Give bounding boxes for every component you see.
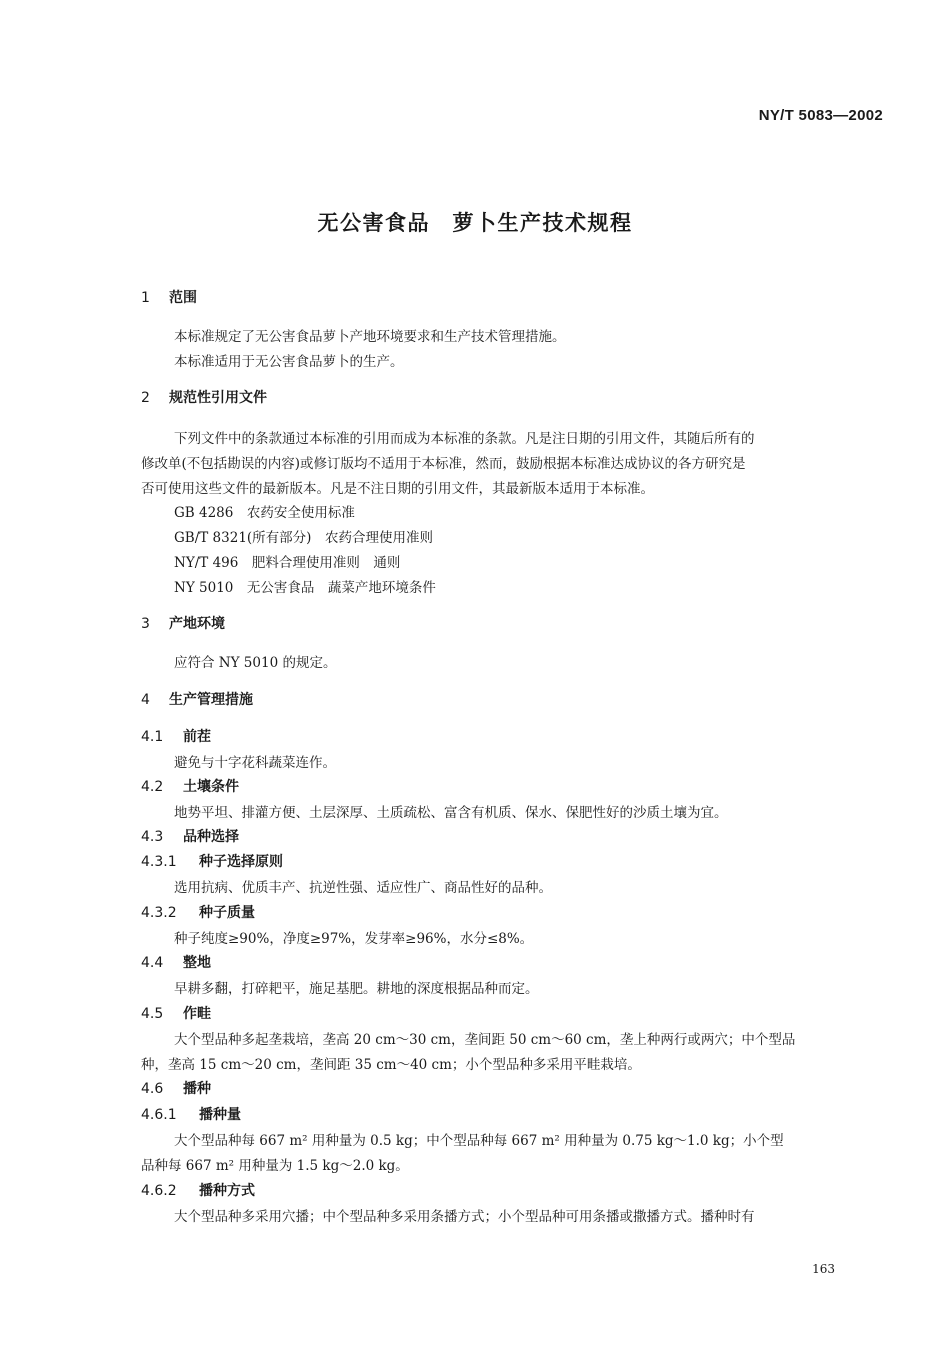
paragraph: 大个型品种多采用穴播；中个型品种多采用条播方式；小个型品种可用条播或撒播方式。播种时有 [174, 1209, 755, 1225]
reference-item: GB/T 8321(所有部分) 农药合理使用准则 [174, 530, 433, 546]
paragraph: 品种每 667 m² 用种量为 1.5 kg～2.0 kg。 [141, 1158, 409, 1174]
subsection-number: 4.6 [141, 1081, 164, 1097]
document-title: 无公害食品 萝卜生产技术规程 [317, 211, 633, 235]
subsection-title: 种子选择原则 [199, 854, 283, 870]
section-title: 生产管理措施 [169, 692, 253, 708]
subsection-number: 4.1 [141, 729, 164, 745]
section-title: 规范性引用文件 [169, 390, 267, 406]
section-number: 3 [141, 616, 150, 632]
paragraph: 修改单(不包括勘误的内容)或修订版均不适用于本标准，然而，鼓励根据本标准达成协议的各方研究是 [141, 456, 746, 472]
subsection-title: 品种选择 [183, 829, 239, 845]
subsection-number: 4.2 [141, 779, 164, 795]
subsection-heading [141, 1104, 241, 1124]
subsection-heading [141, 902, 255, 922]
section-number: 2 [141, 390, 150, 406]
subsection-number: 4.6.2 [141, 1183, 177, 1199]
subsection-heading [141, 1078, 211, 1098]
paragraph: 种，垄高 15 cm～20 cm，垄间距 35 cm～40 cm；小个型品种多采用平畦栽培。 [141, 1057, 641, 1073]
paragraph: 地势平坦、排灌方便、土层深厚、土质疏松、富含有机质、保水、保肥性好的沙质土壤为宜。 [174, 805, 728, 821]
subsection-title: 作畦 [183, 1006, 211, 1022]
subsection-number: 4.3.2 [141, 905, 177, 921]
subsection-heading [141, 1003, 211, 1023]
paragraph: 否可使用这些文件的最新版本。凡是不注日期的引用文件，其最新版本适用于本标准。 [141, 481, 654, 497]
subsection-title: 土壤条件 [183, 779, 239, 795]
section-1-heading [141, 287, 197, 307]
paragraph: 选用抗病、优质丰产、抗逆性强、适应性广、商品性好的品种。 [174, 880, 552, 896]
paragraph: 大个型品种多起垄栽培，垄高 20 cm～30 cm，垄间距 50 cm～60 cm，垄上种两行或两穴；中个型品 [174, 1032, 796, 1048]
paragraph: 种子纯度≥90%，净度≥97%，发芽率≥96%，水分≤8%。 [174, 931, 534, 947]
subsection-title: 种子质量 [199, 905, 255, 921]
page-number: 163 [812, 1262, 835, 1276]
section-number: 4 [141, 692, 150, 708]
subsection-heading [141, 851, 283, 871]
paragraph: 大个型品种每 667 m² 用种量为 0.5 kg；中个型品种每 667 m² 用种量为 0.75 kg～1.0 kg；小个型 [174, 1133, 784, 1149]
paragraph: 本标准规定了无公害食品萝卜产地环境要求和生产技术管理措施。 [174, 329, 566, 345]
paragraph: 早耕多翻，打碎耙平，施足基肥。耕地的深度根据品种而定。 [174, 981, 539, 997]
subsection-heading [141, 826, 239, 846]
subsection-heading [141, 776, 239, 796]
reference-item: NY/T 496 肥料合理使用准则 通则 [174, 555, 401, 571]
subsection-number: 4.3.1 [141, 854, 177, 870]
section-4-heading [141, 689, 253, 709]
subsection-title: 整地 [183, 955, 211, 971]
subsection-title: 前茬 [183, 729, 211, 745]
subsection-title: 播种 [183, 1081, 211, 1097]
standard-code: NY/T 5083—2002 [758, 107, 883, 124]
paragraph: 下列文件中的条款通过本标准的引用而成为本标准的条款。凡是注日期的引用文件，其随后所有的 [174, 431, 755, 447]
subsection-number: 4.6.1 [141, 1107, 177, 1123]
section-title: 范围 [169, 290, 197, 306]
section-2-heading [141, 387, 267, 407]
section-3-heading [141, 613, 225, 633]
subsection-number: 4.4 [141, 955, 164, 971]
section-title: 产地环境 [169, 616, 225, 632]
reference-item: GB 4286 农药安全使用标准 [174, 505, 355, 521]
section-number: 1 [141, 290, 150, 306]
reference-item: NY 5010 无公害食品 蔬菜产地环境条件 [174, 580, 436, 596]
paragraph: 避免与十字花科蔬菜连作。 [174, 755, 336, 771]
subsection-number: 4.5 [141, 1006, 164, 1022]
subsection-heading [141, 726, 211, 746]
subsection-heading [141, 1180, 255, 1200]
paragraph: 应符合 NY 5010 的规定。 [174, 655, 337, 671]
subsection-title: 播种量 [199, 1107, 241, 1123]
subsection-heading [141, 952, 211, 972]
paragraph: 本标准适用于无公害食品萝卜的生产。 [174, 354, 404, 370]
subsection-number: 4.3 [141, 829, 164, 845]
subsection-title: 播种方式 [199, 1183, 255, 1199]
